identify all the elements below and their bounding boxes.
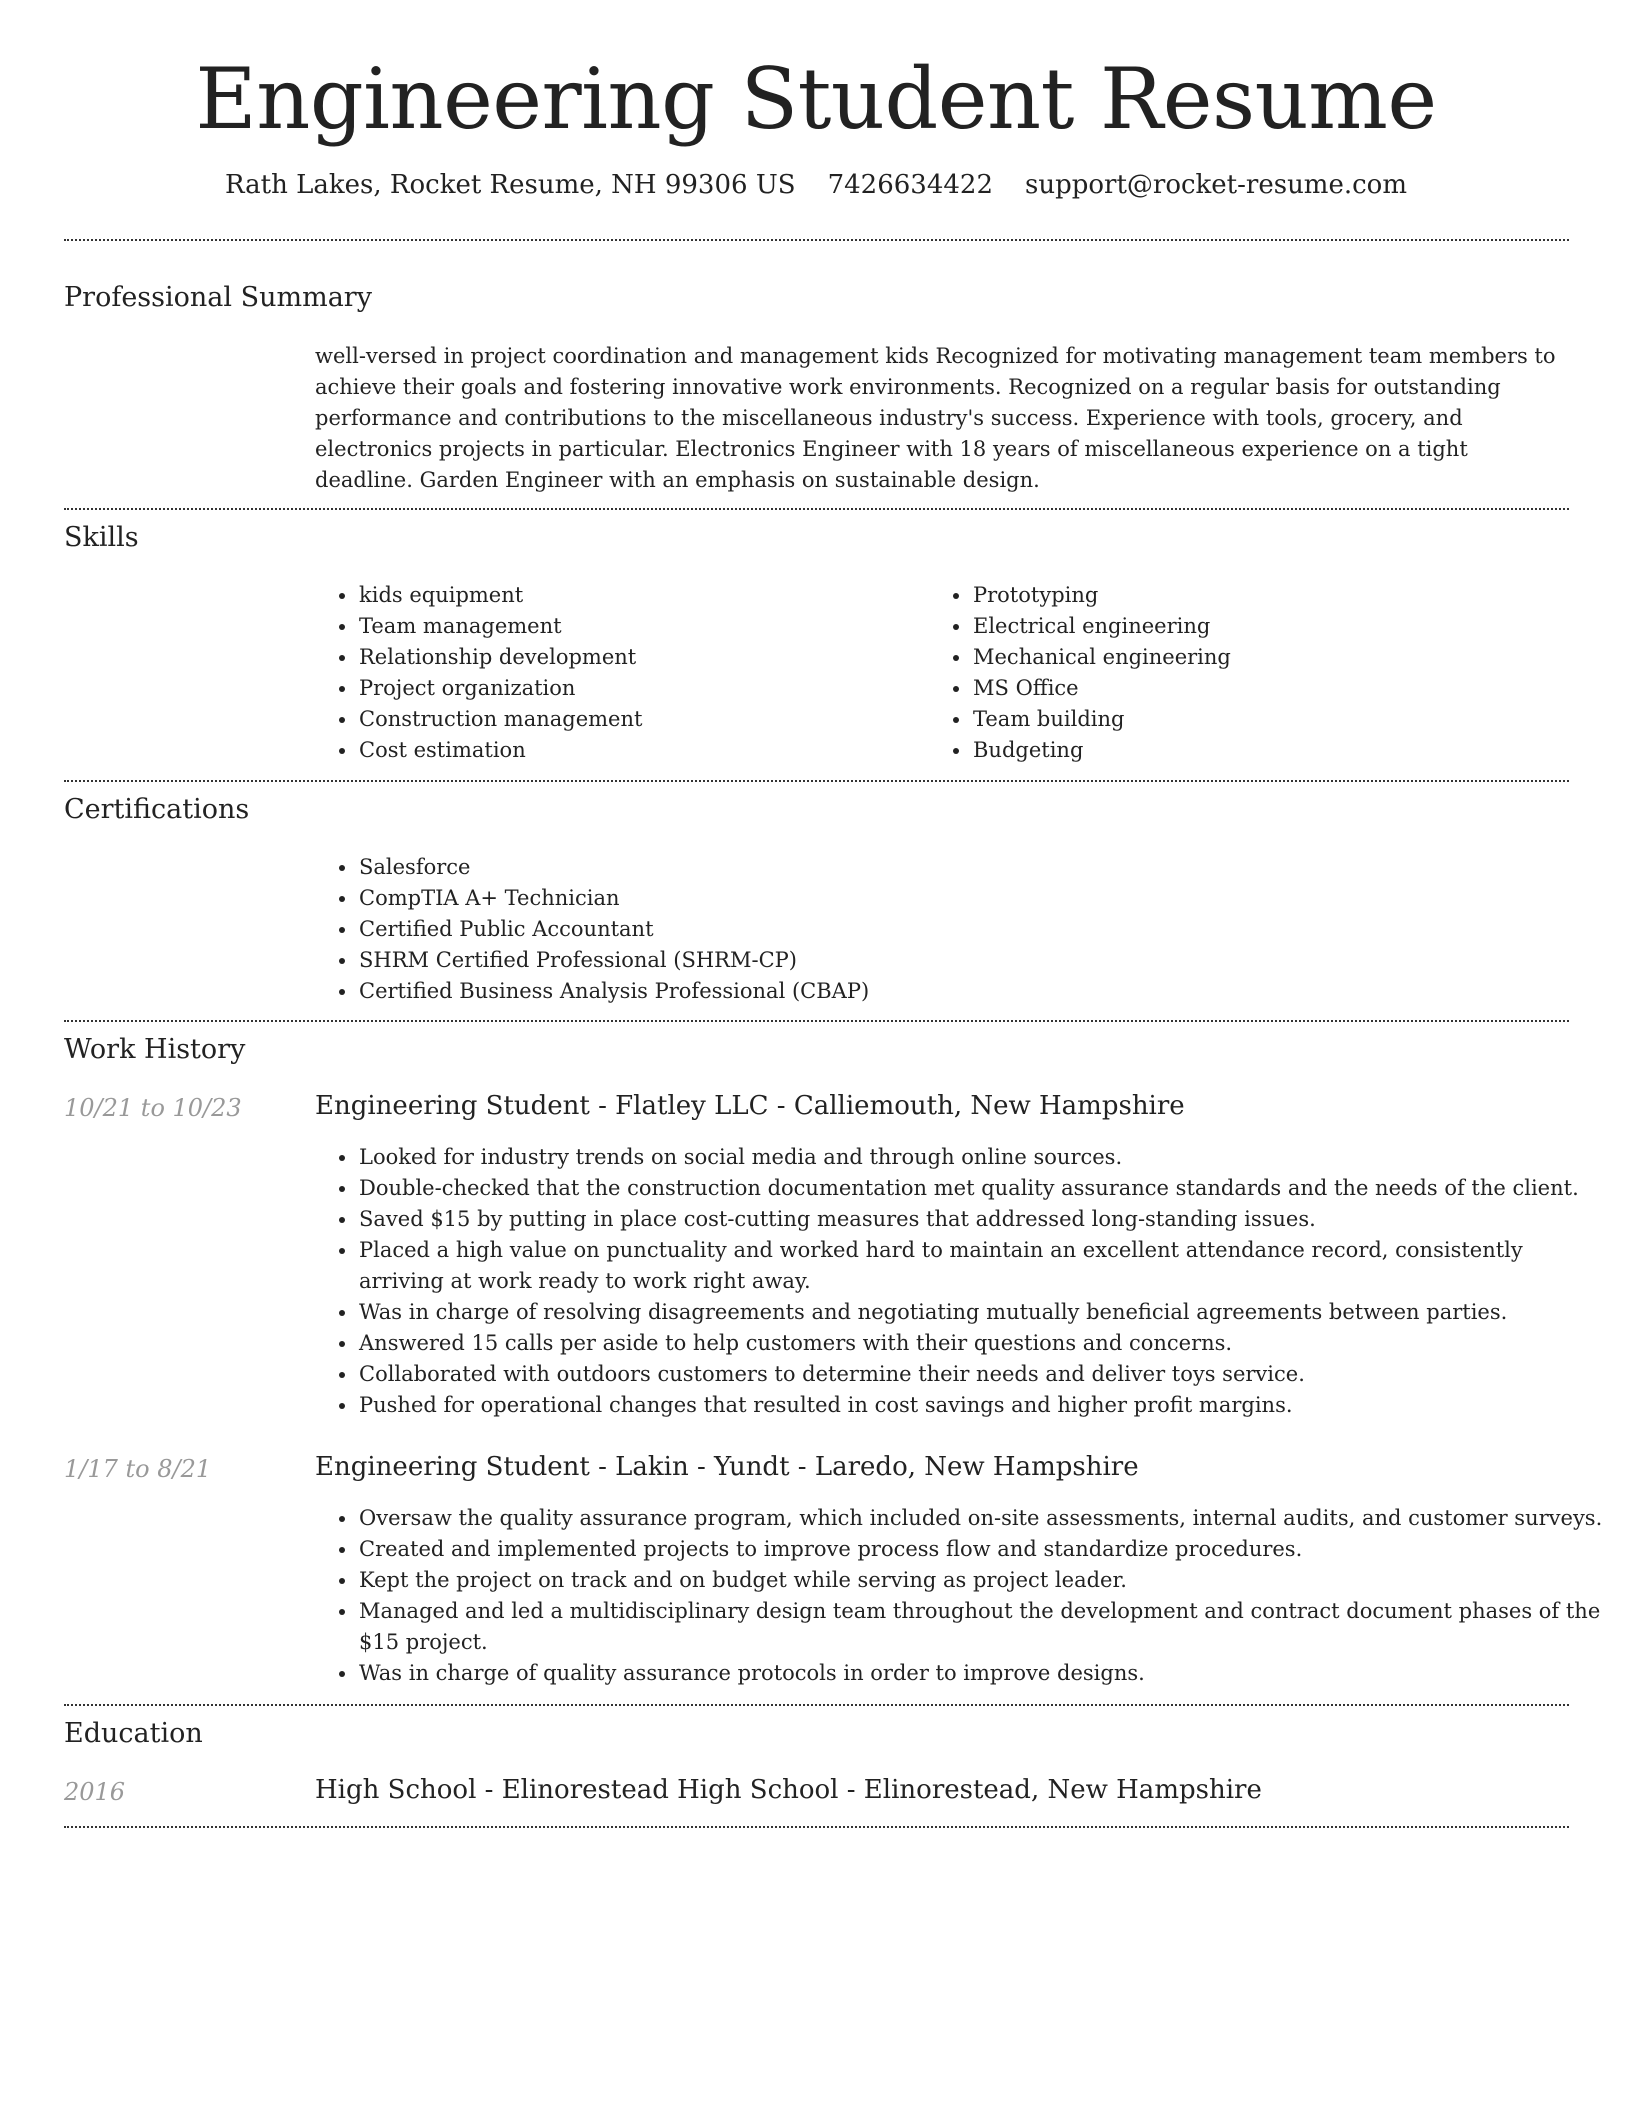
job-title: Engineering Student - Lakin - Yundt - Laredo, New Hampshire bbox=[315, 1452, 1139, 1482]
skill-item: • MS Office bbox=[972, 673, 1572, 704]
certification-item: • Salesforce bbox=[358, 852, 1558, 883]
job-bullets bbox=[315, 1503, 1608, 1689]
certifications-list bbox=[315, 852, 1558, 1007]
contact-email: support@rocket-resume.com bbox=[1024, 170, 1407, 200]
job-bullets bbox=[315, 1142, 1608, 1421]
job-bullet: • Looked for industry trends on social media and through online sources. bbox=[358, 1142, 1608, 1173]
job-bullet: • Created and implemented projects to improve process flow and standardize procedures. bbox=[358, 1534, 1608, 1565]
contact-line bbox=[0, 170, 1632, 200]
certification-item: • CompTIA A+ Technician bbox=[358, 883, 1558, 914]
job-bullet: • Double-checked that the construction documentation met quality assurance standards and the needs of the client. bbox=[358, 1173, 1608, 1204]
job-bullet: • Answered 15 calls per aside to help customers with their questions and concerns. bbox=[358, 1328, 1608, 1359]
skill-item: • Prototyping bbox=[972, 580, 1572, 611]
section-divider bbox=[64, 239, 1569, 241]
skill-item: • Team building bbox=[972, 704, 1572, 735]
skill-item: • Cost estimation bbox=[358, 735, 918, 766]
skill-item: • Electrical engineering bbox=[972, 611, 1572, 642]
certification-item: • SHRM Certified Professional (SHRM-CP) bbox=[358, 945, 1558, 976]
section-divider bbox=[64, 1704, 1569, 1706]
job-bullet: • Saved $15 by putting in place cost-cutting measures that addressed long-standing issues. bbox=[358, 1204, 1608, 1235]
skill-item: • Team management bbox=[358, 611, 918, 642]
job-dates: 1/17 to 8/21 bbox=[64, 1455, 212, 1483]
job-bullet: • Kept the project on track and on budget while serving as project leader. bbox=[358, 1565, 1608, 1596]
summary-text: well-versed in project coordination and management kids Recognized for motivating management team members to achieve their goals and fostering innovative work environments. Recognized on a regular basis for outstanding performance and contributions to the miscellaneous industry's success. Experience with tools, grocery, and electronics projects in particular. Electronics Engineer with 18 years of miscellaneous experience on a tight deadline. Garden Engineer with an emphasis on sustainable design. bbox=[315, 344, 1556, 492]
skill-item: • Mechanical engineering bbox=[972, 642, 1572, 673]
contact-phone: 7426634422 bbox=[827, 170, 993, 200]
job-bullet: • Managed and led a multidisciplinary design team throughout the development and contract document phases of the $15 project. bbox=[358, 1596, 1608, 1658]
skill-item: • kids equipment bbox=[358, 580, 918, 611]
skills-list-right bbox=[929, 580, 1572, 766]
section-divider bbox=[64, 508, 1569, 510]
education-year: 2016 bbox=[64, 1778, 126, 1806]
contact-address: Rath Lakes, Rocket Resume, NH 99306 US bbox=[224, 170, 796, 200]
job-bullet: • Oversaw the quality assurance program, which included on-site assessments, internal audits, and customer surveys. bbox=[358, 1503, 1608, 1534]
education-heading: Education bbox=[64, 1718, 203, 1749]
section-divider bbox=[64, 1020, 1569, 1022]
skills-list-left bbox=[315, 580, 918, 766]
section-divider bbox=[64, 1826, 1569, 1828]
skill-item: • Construction management bbox=[358, 704, 918, 735]
job-bullet: • Was in charge of quality assurance protocols in order to improve designs. bbox=[358, 1658, 1608, 1689]
skill-item: • Budgeting bbox=[972, 735, 1572, 766]
job-bullet: • Pushed for operational changes that resulted in cost savings and higher profit margins. bbox=[358, 1390, 1608, 1421]
skill-item: • Relationship development bbox=[358, 642, 918, 673]
resume-title: Engineering Student Resume bbox=[195, 50, 1437, 148]
section-divider bbox=[64, 780, 1569, 782]
job-dates: 10/21 to 10/23 bbox=[64, 1094, 242, 1122]
certification-item: • Certified Business Analysis Professional (CBAP) bbox=[358, 976, 1558, 1007]
skill-item: • Project organization bbox=[358, 673, 918, 704]
job-bullet: • Collaborated with outdoors customers to determine their needs and deliver toys service. bbox=[358, 1359, 1608, 1390]
job-bullet: • Was in charge of resolving disagreements and negotiating mutually beneficial agreements between parties. bbox=[358, 1297, 1608, 1328]
skills-heading: Skills bbox=[64, 522, 139, 553]
job-title: Engineering Student - Flatley LLC - Calliemouth, New Hampshire bbox=[315, 1091, 1185, 1121]
certification-item: • Certified Public Accountant bbox=[358, 914, 1558, 945]
summary-heading: Professional Summary bbox=[64, 282, 372, 313]
job-bullet: • Placed a high value on punctuality and worked hard to maintain an excellent attendance record, consistently arriving at work ready to work right away. bbox=[358, 1235, 1608, 1297]
work-history-heading: Work History bbox=[64, 1034, 246, 1065]
education-entry: High School - Elinorestead High School - Elinorestead, New Hampshire bbox=[315, 1775, 1262, 1805]
certifications-heading: Certifications bbox=[64, 794, 250, 825]
